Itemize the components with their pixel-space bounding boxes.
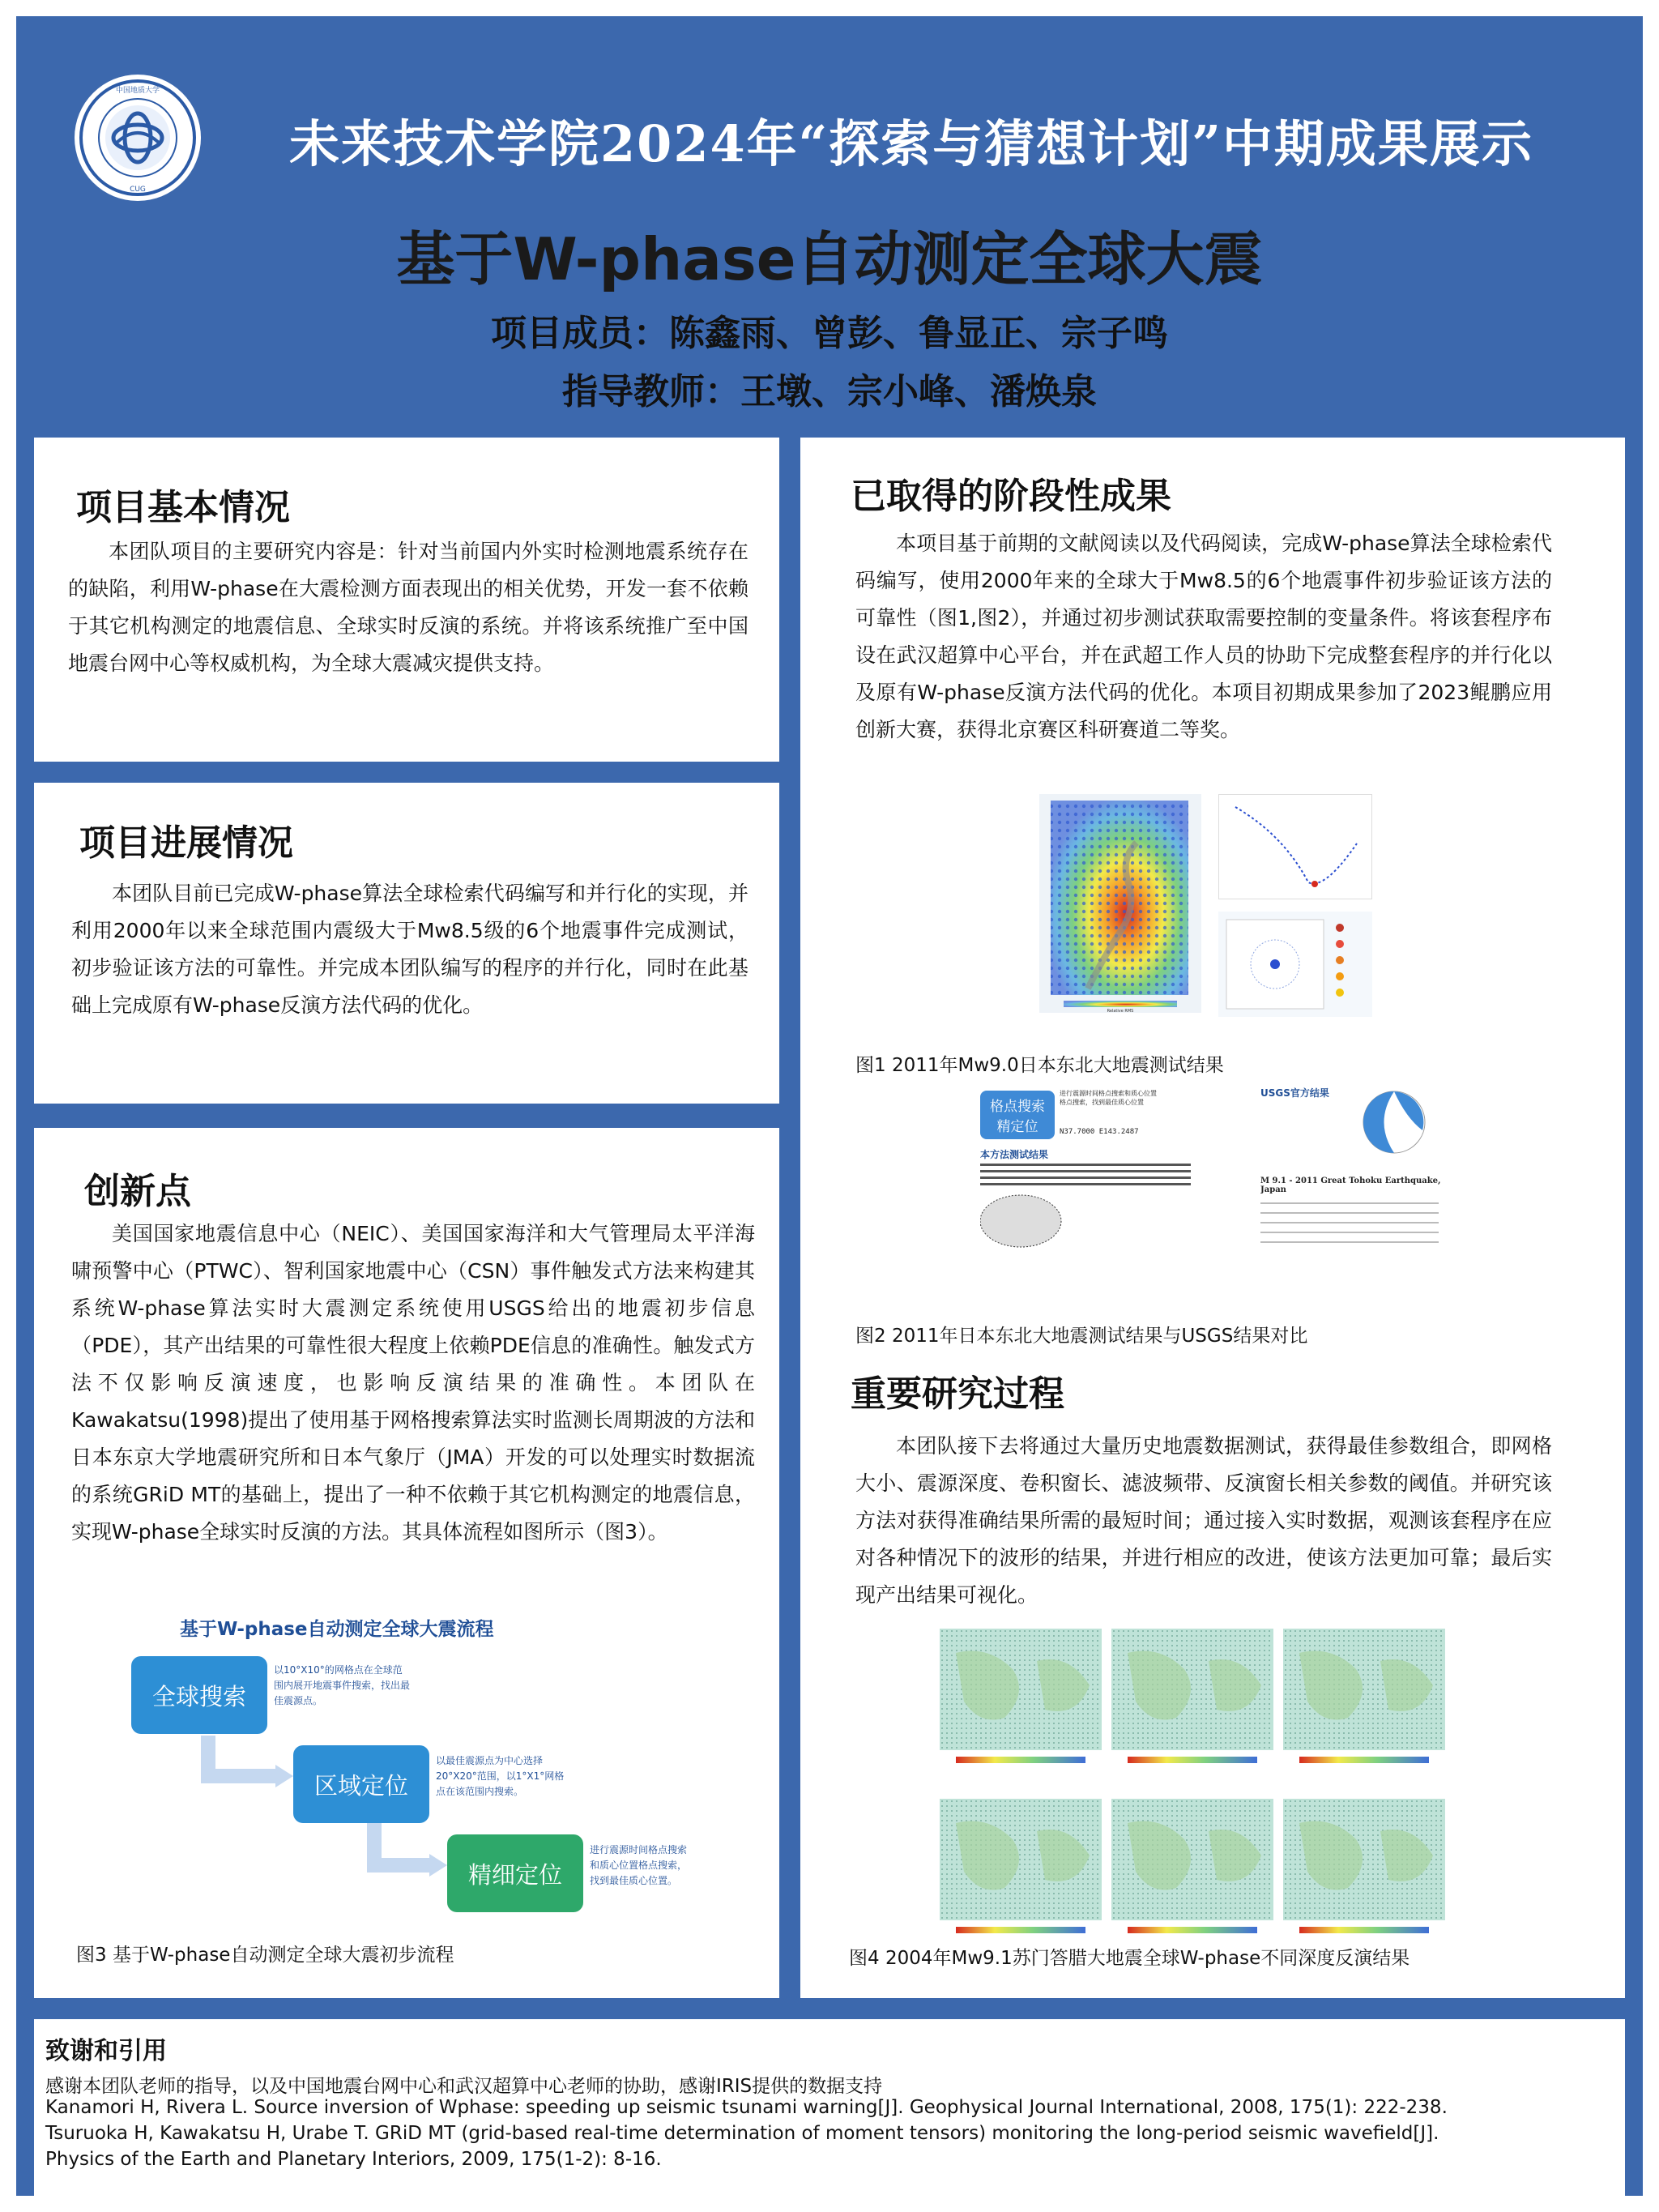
progress-panel <box>34 783 779 1104</box>
fig1-map <box>1039 794 1201 1013</box>
innovation-heading: 创新点 <box>84 1171 191 1212</box>
fig2-coords: N37.7000 E143.2487 <box>1060 1128 1139 1136</box>
project-title: 基于W-phase自动测定全球大震 <box>396 225 1263 293</box>
flow-step-label: 区域定位 <box>313 1771 408 1800</box>
flow-diagram <box>131 1614 688 1938</box>
flow-step-fine <box>447 1834 583 1912</box>
fig2-method-label: 本方法测试结果 <box>980 1149 1049 1160</box>
fig1-rms-curve <box>1218 794 1372 899</box>
university-logo-icon <box>73 73 203 203</box>
flow-title: 基于W-phase自动测定全球大震流程 <box>180 1619 494 1640</box>
fig2-usgs-event: M 9.1 - 2011 Great Tohoku Earthquake, Japan <box>1260 1176 1441 1194</box>
footer-heading: 致谢和引用 <box>45 2037 167 2065</box>
footer-panel <box>34 2019 1625 2197</box>
fig2-data-table <box>980 1160 1215 1248</box>
fig1-heatmap <box>1039 794 1201 1013</box>
innovation-body: 美国国家地震信息中心（NEIC）、美国国家海洋和大气管理局太平洋海啸预警中心（PTWC）、智利国家地震中心（CSN）事件触发式方法来构建其系统W-phase算法实时大震测定系统使用USGS给出的地震初步信息（PDE），其产出结果的可靠性很大程度上依赖PDE信息的准确性。触发式方法不仅影响反演速度，也影响反演结果的准确性。本团队在Kawakatsu(1998)提出了使用基于网格搜索算法实时监测长周期波的方法和日本东京大学地震研究所和日本气象厅（JMA）开发的可以处理实时数据流的系统GRiD MT的基础上，提出了一种不依赖于其它机构测定的地震信息，实现W-phase全球实时反演的方法。其具体流程如图所示（图3）。 <box>71 1222 755 1544</box>
flow-step-global-search <box>131 1656 267 1734</box>
flow-step-label: 精细定位 <box>467 1860 562 1889</box>
fig2-usgs-result <box>1260 1086 1463 1248</box>
fig2-usgs-label: USGS官方结果 <box>1260 1087 1329 1099</box>
footer-thanks: 感谢本团队老师的指导，以及中国地震台网中心和武汉超算中心老师的协助，感谢IRIS提供的数据支持 <box>45 2076 883 2097</box>
reference-1: Kanamori H, Rivera L. Source inversion of Wphase: speeding up seismic tsunami warning[J]. Geophysical Journal International, 2008, 175(1): 222-238. <box>45 2097 1448 2118</box>
project-members: 项目成员：陈鑫雨、曾彭、鲁显正、宗子鸣 <box>491 313 1168 354</box>
fig2-usgs-table <box>1260 1199 1463 1248</box>
flow-step-label: 全球搜索 <box>151 1682 246 1710</box>
fig4-grid <box>940 1629 1450 1961</box>
fig1-colorbar-label: Relative RMS <box>1107 1009 1134 1013</box>
flow-step-note: 以最佳震源点为中心选择20°X20°范围，以1°X1°网格点在该范围内搜索。 <box>436 1755 565 1797</box>
fig2-beachball-icon <box>1358 1086 1431 1159</box>
svg-text:中国地质大学: 中国地质大学 <box>115 87 160 95</box>
progress-body: 本团队目前已完成W-phase算法全球检索代码编写和并行化的实现，并利用2000年以来全球范围内震级大于Mw8.5级的6个地震事件完成测试，初步验证该方法的可靠性。并完成本团队编写的程序的并行化，同时在此基础上完成原有W-phase反演方法代码的优化。 <box>71 882 748 1017</box>
header-title: 未来技术学院2024年“探索与猜想计划”中期成果展示 <box>289 114 1533 173</box>
basic-panel <box>34 438 779 762</box>
process-body: 本团队接下去将通过大量历史地震数据测试，获得最佳参数组合，即网格大小、震源深度、卷积窗长、滤波频带、反演窗长相关参数的阈值。并研究该方法对获得准确结果所需的最短时间；通过接入实时数据，观测该套程序在应对各种情况下的波形的结果，并进行相应的改进，使该方法更加可靠；最后实现产出结果可视化。 <box>855 1434 1552 1607</box>
project-advisors: 指导教师：王墩、宗小峰、潘焕泉 <box>562 371 1097 412</box>
fig4-caption: 图4 2004年Mw9.1苏门答腊大地震全球W-phase不同深度反演结果 <box>849 1948 1410 1969</box>
process-heading: 重要研究过程 <box>851 1373 1064 1415</box>
fig2-notes: 进行震源时间格点搜索和质心位置格点搜索，找到最佳质心位置 <box>1060 1090 1157 1106</box>
reference-3: Physics of the Earth and Planetary Interiors, 2009, 175(1-2): 8-16. <box>45 2149 662 2170</box>
flow-step-region <box>293 1745 429 1823</box>
fig1-curve <box>1219 795 1372 899</box>
fig2-caption: 图2 2011年日本东北大地震测试结果与USGS结果对比 <box>855 1326 1308 1347</box>
results-heading: 已取得的阶段性成果 <box>851 476 1171 517</box>
svg-text:CUG: CUG <box>130 186 146 194</box>
flow-step-note: 以10°X10°的网格点在全球范围内展开地震事件搜索，找出最佳震源点。 <box>274 1664 411 1706</box>
fig2-search-box: 格点搜索 精定位 <box>980 1091 1055 1139</box>
innovation-panel <box>34 1128 779 1998</box>
progress-heading: 项目进展情况 <box>79 822 293 864</box>
reference-2: Tsuruoka H, Kawakatsu H, Urabe T. GRiD MT (grid-based real-time determination of moment tensors) monitoring the long-period seismic wavefield[J]. <box>45 2123 1439 2144</box>
fig1-mechanism <box>1218 912 1372 1017</box>
fig1-caption: 图1 2011年Mw9.0日本东北大地震测试结果 <box>855 1055 1224 1076</box>
fig2-method-result <box>980 1086 1215 1248</box>
basic-heading: 项目基本情况 <box>76 487 290 528</box>
fig1-mechanism-plot <box>1218 912 1372 1017</box>
results-body: 本项目基于前期的文献阅读以及代码阅读，完成W-phase算法全球检索代码编写，使用2000年来的全球大于Mw8.5的6个地震事件初步验证该方法的可靠性（图1,图2），并通过初步测试获取需要控制的变量条件。将该套程序布设在武汉超算中心平台，并在武超工作人员的协助下完成整套程序的并行化以及原有W-phase反演方法代码的优化。本项目初期成果参加了2023鲲鹏应用创新大赛，获得北京赛区科研赛道二等奖。 <box>855 532 1552 741</box>
fig3-caption: 图3 基于W-phase自动测定全球大震初步流程 <box>76 1945 454 1966</box>
flow-step-note: 进行震源时间格点搜索和质心位置格点搜索，找到最佳质心位置。 <box>590 1844 688 1886</box>
basic-body: 本团队项目的主要研究内容是：针对当前国内外实时检测地震系统存在的缺陷，利用W-phase在大震检测方面表现出的相关优势，开发一套不依赖于其它机构测定的地震信息、全球实时反演的系统。并将该系统推广至中国地震台网中心等权威机构，为全球大震减灾提供支持。 <box>68 540 748 675</box>
fig4-panels <box>940 1629 1450 1961</box>
results-panel <box>800 438 1625 1998</box>
